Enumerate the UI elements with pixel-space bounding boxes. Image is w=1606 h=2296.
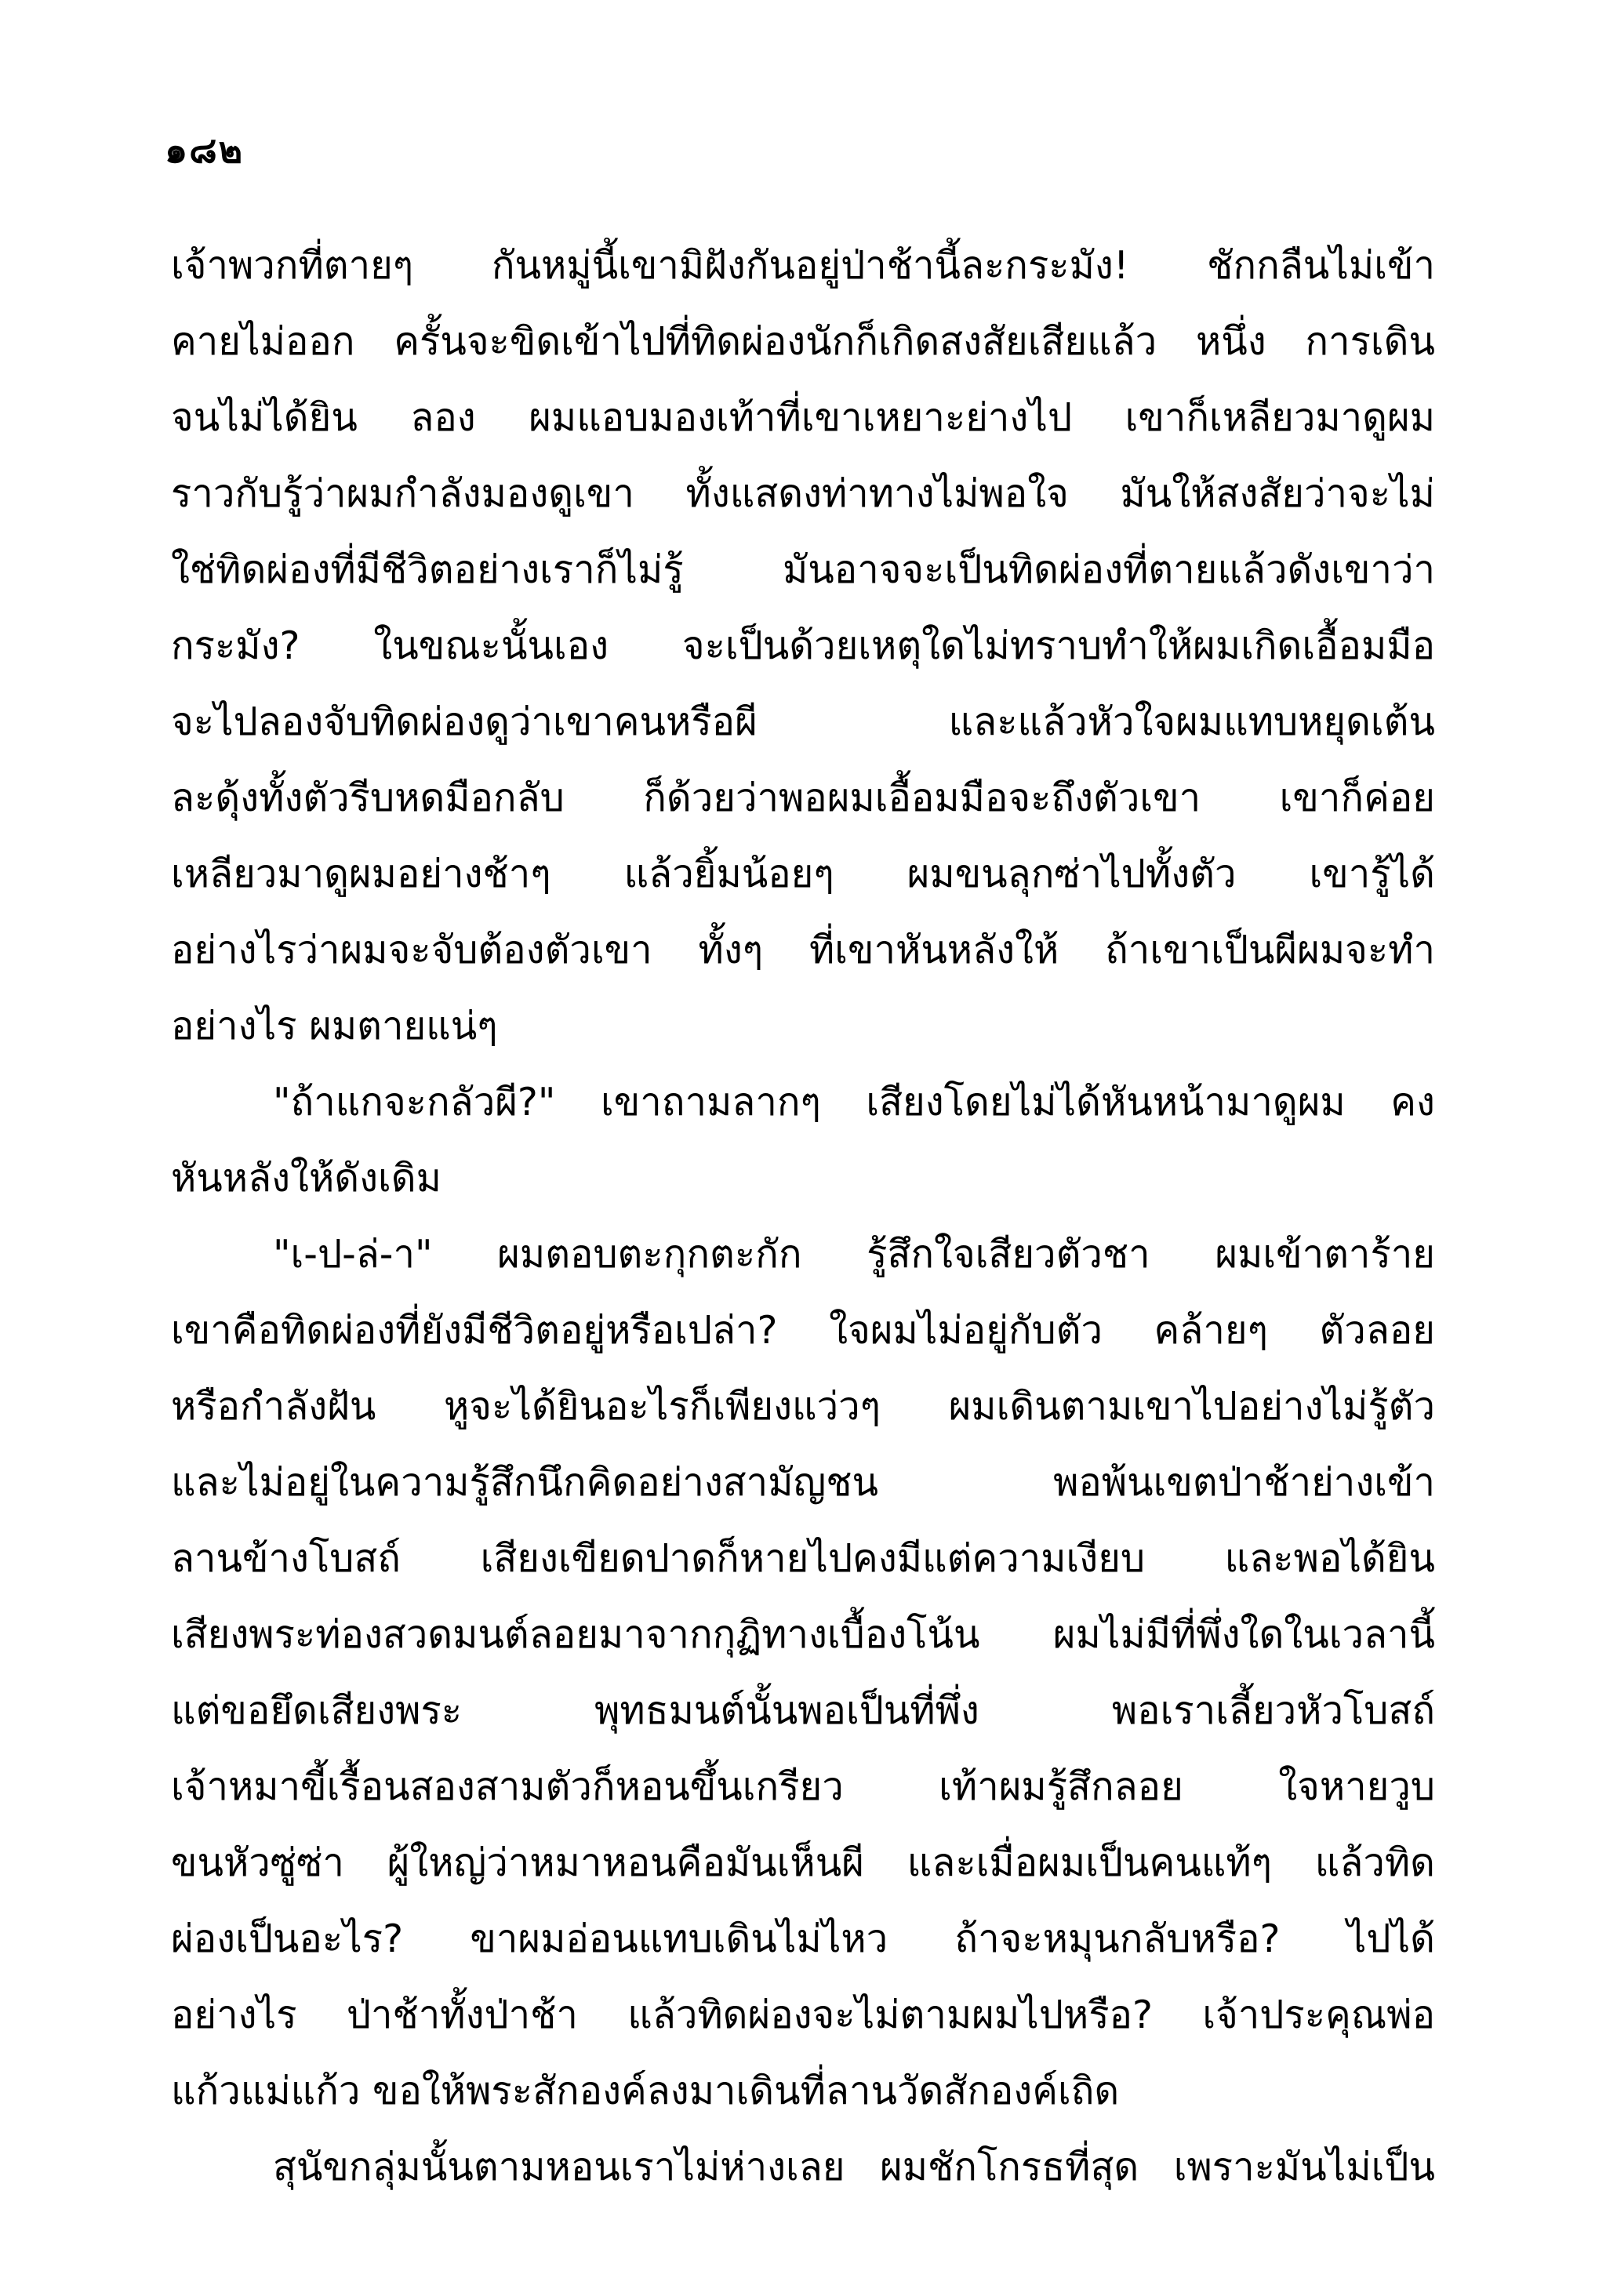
text-line: อย่างไร ป่าช้าทั้งป่าช้า แล้วทิดผ่องจะไม่ตามผมไปหรือ? เจ้าประคุณพ่อ (171, 1993, 1435, 2037)
text-line: เจ้าหมาขี้เรื้อนสองสามตัวก็หอนขึ้นเกรียว เท้าผมรู้สึกลอย ใจหายวูบ (171, 1764, 1435, 1809)
text-line: หันหลังให้ดังเดิม (171, 1156, 441, 1201)
text-line: จนไม่ได้ยิน ลอง ผมแอบมองเท้าที่เขาเหยาะย่างไป เขาก็เหลียวมาดูผม (171, 395, 1435, 440)
text-line: "ถ้าแกจะกลัวผี?" เขาถามลากๆ เสียงโดยไม่ได้หันหน้ามาดูผม คง (273, 1080, 1435, 1124)
body-text (171, 227, 1435, 2205)
text-line: กระมัง? ในขณะนั้นเอง จะเป็นด้วยเหตุใดไม่ทราบทำให้ผมเกิดเอื้อมมือ (171, 623, 1435, 668)
text-line: ใช่ทิดผ่องที่มีชีวิตอย่างเราก็ไม่รู้ มันอาจจะเป็นทิดผ่องที่ตายแล้วดังเขาว่า (171, 547, 1435, 592)
text-line: หรือกำลังฝัน หูจะได้ยินอะไรก็เพียงแว่วๆ ผมเดินตามเขาไปอย่างไม่รู้ตัว (171, 1384, 1435, 1429)
text-line: "เ-ป-ล่-า" ผมตอบตะกุกตะกัก รู้สึกใจเสียวตัวชา ผมเข้าตาร้าย (273, 1232, 1435, 1277)
text-line: เหลียวมาดูผมอย่างช้าๆ แล้วยิ้มน้อยๆ ผมขนลุกซ่าไปทั้งตัว เขารู้ได้ (171, 852, 1435, 896)
text-line: ขนหัวซู่ซ่า ผู้ใหญ่ว่าหมาหอนคือมันเห็นผี และเมื่อผมเป็นคนแท้ๆ แล้วทิด (171, 1840, 1435, 1885)
text-line: อย่างไร ผมตายแน่ๆ (171, 1004, 498, 1048)
page-number: ๑๘๒ (165, 129, 245, 171)
text-line: แก้วแม่แก้ว ขอให้พระสักองค์ลงมาเดินที่ลานวัดสักองค์เถิด (171, 2069, 1120, 2113)
text-line: และไม่อยู่ในความรู้สึกนึกคิดอย่างสามัญชน พอพ้นเขตป่าช้าย่างเข้า (171, 1460, 1435, 1505)
text-line: เจ้าพวกที่ตายๆ กันหมู่นี้เขามิฝังกันอยู่ป่าช้านี้ละกระมัง! ชักกลืนไม่เข้า (171, 243, 1435, 288)
text-line: เขาคือทิดผ่องที่ยังมีชีวิตอยู่หรือเปล่า? ใจผมไม่อยู่กับตัว คล้ายๆ ตัวลอย (171, 1308, 1435, 1353)
text-line: แต่ขอยึดเสียงพระ พุทธมนต์นั้นพอเป็นที่พึ่ง พอเราเลี้ยวหัวโบสถ์ (171, 1688, 1435, 1733)
text-line: ผ่องเป็นอะไร? ขาผมอ่อนแทบเดินไม่ไหว ถ้าจะหมุนกลับหรือ? ไปได้ (171, 1916, 1435, 1961)
text-line: ราวกับรู้ว่าผมกำลังมองดูเขา ทั้งแสดงท่าทางไม่พอใจ มันให้สงสัยว่าจะไม่ (171, 471, 1435, 516)
text-line: ละดุ้งทั้งตัวรีบหดมือกลับ ก็ด้วยว่าพอผมเอื้อมมือจะถึงตัวเขา เขาก็ค่อย (171, 776, 1435, 820)
text-line: คายไม่ออก ครั้นจะขิดเข้าไปที่ทิดผ่องนักก็เกิดสงสัยเสียแล้ว หนึ่ง การเดิน (171, 319, 1435, 364)
text-line: เสียงพระท่องสวดมนต์ลอยมาจากกุฏิทางเบื้องโน้น ผมไม่มีที่พึ่งใดในเวลานี้ (171, 1612, 1435, 1657)
text-line: ลานข้างโบสถ์ เสียงเขียดปาดก็หายไปคงมีแต่ความเงียบ และพอได้ยิน (171, 1536, 1435, 1581)
text-line: จะไปลองจับทิดผ่องดูว่าเขาคนหรือผี และแล้วหัวใจผมแทบหยุดเต้น (171, 699, 1435, 744)
text-line: อย่างไรว่าผมจะจับต้องตัวเขา ทั้งๆ ที่เขาหันหลังให้ ถ้าเขาเป็นผีผมจะทำ (171, 928, 1435, 972)
text-line: สุนัขกลุ่มนั้นตามหอนเราไม่ห่างเลย ผมชักโกรธที่สุด เพราะมันไม่เป็น (273, 2145, 1435, 2189)
